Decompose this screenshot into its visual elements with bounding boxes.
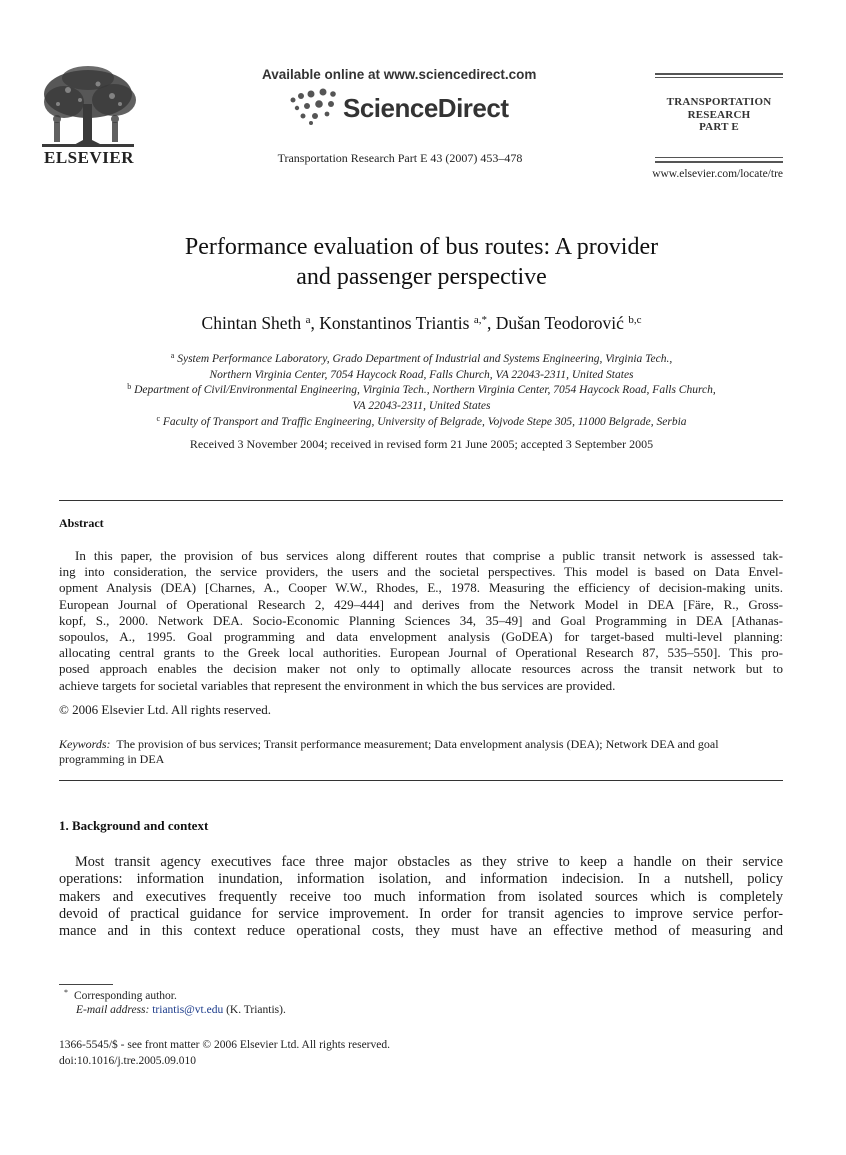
journal-reference: Transportation Research Part E 43 (2007) 453–478 xyxy=(277,151,523,165)
footnote-rule xyxy=(59,984,113,985)
article-title-line: Performance evaluation of bus routes: A provider xyxy=(184,234,659,260)
author-affiliation-mark[interactable]: b,c xyxy=(628,314,642,326)
abstract-line: achieve targets for societal variables that represent the environment in which the bus services are provided. xyxy=(59,677,616,693)
doi-link[interactable]: doi:10.1016/j.tre.2005.09.010 xyxy=(59,1055,197,1067)
abstract-line: ing into consideration, the service providers, the users and the societal perspectives. This model is based on Data Envel- xyxy=(59,564,783,580)
abstract-body xyxy=(59,548,783,694)
affiliation-mark: a xyxy=(170,351,175,360)
journal-title-line: RESEARCH xyxy=(687,108,751,121)
keywords-text: The provision of bus services; Transit performance measurement; Data envelopment analysis (DEA); Network DEA and goal programming in DEA xyxy=(59,737,719,766)
author-name: Chintan Sheth xyxy=(201,313,302,333)
affiliation-text: Northern Virginia Center, 7054 Haycock Road, Falls Church, VA 22043-2311, United States xyxy=(209,368,634,381)
abstract-top-rule xyxy=(59,500,783,501)
issn-line: 1366-5545/$ - see front matter © 2006 Elsevier Ltd. All rights reserved. xyxy=(59,1039,390,1051)
author-affiliation-mark[interactable]: a xyxy=(305,314,311,326)
abstract-line: sopoulos, A., 1995. Goal programming and data envelopment analysis (GoDEA) for target-based multi-level planning: xyxy=(59,629,783,645)
email-label: E-mail address: xyxy=(76,1004,150,1016)
received-dates: Received 3 November 2004; received in revised form 21 June 2005; accepted 3 September 2005 xyxy=(189,437,654,451)
sciencedirect-logo-text[interactable]: ScienceDirect xyxy=(343,93,509,123)
abstract-heading: Abstract xyxy=(59,516,104,530)
abstract-line: posed approach enables the decision maker not only to optimally allocate resources across the transit network but to xyxy=(59,661,783,677)
affiliation-text: VA 22043-2311, United States xyxy=(352,399,491,412)
footnote-corresponding xyxy=(64,988,177,1002)
section-heading: 1. Background and context xyxy=(59,818,209,833)
author-affiliation-mark[interactable]: a,* xyxy=(473,314,487,326)
affiliation-text: Faculty of Transport and Traffic Engineering, University of Belgrade, Vojvode Stepe 305, 11000 Belgrade, Serbia xyxy=(162,416,687,428)
journal-title-block xyxy=(655,96,783,134)
journal-title-line: TRANSPORTATION xyxy=(666,96,772,108)
abstract-line: allocating central grants to the Greek local authorities. European Journal of Operational Research 87, 535–550]. This pro- xyxy=(59,645,783,661)
affiliation-a xyxy=(60,348,783,383)
abstract-line: opment Analysis (DEA) [Charnes, A., Cooper W.W., Rhodes, E., 1978. Measuring the efficiency of decision-making units. xyxy=(59,580,783,596)
journal-title-rule xyxy=(655,77,783,78)
publisher-name: ELSEVIER xyxy=(44,148,134,167)
affiliation-mark: c xyxy=(156,414,161,423)
journal-title-rule xyxy=(655,161,783,163)
abstract-line: kopf, S., 2000. Network DEA. Socio-Economic Planning Sciences 34, 35–49] and Goal Programming in DEA [Athanas- xyxy=(59,612,783,628)
email-link[interactable]: triantis@vt.edu xyxy=(152,1004,224,1016)
body-line: makers and executives frequently receive too much information from isolated sources which is completely xyxy=(59,888,783,905)
keywords-label: Keywords: xyxy=(59,737,111,751)
affiliation-mark: b xyxy=(127,382,132,391)
body-line: Most transit agency executives face three major obstacles as they strive to keep a handle on their service xyxy=(75,854,783,870)
affiliation-text: Department of Civil/Environmental Engineering, Virginia Tech., Northern Virginia Center, 7054 Haycock Road, Falls Church, xyxy=(134,384,716,396)
keywords xyxy=(59,737,783,767)
body-line: devoid of practical guidance for service improvement. In order for transit agencies to improve service perfor- xyxy=(59,905,783,922)
abstract-line: In this paper, the provision of bus services along different routes that comprise a public transit network is assessed tak- xyxy=(75,548,783,563)
journal-url-link[interactable]: www.elsevier.com/locate/tre xyxy=(652,168,783,180)
abstract-line: European Journal of Operational Research 2, 429–444] and derives from the Network Model in DEA [Färe, R., Gross- xyxy=(59,596,783,612)
article-title xyxy=(60,232,783,292)
section-body xyxy=(59,854,783,940)
journal-title-rule xyxy=(655,157,783,158)
affiliation-b xyxy=(60,379,783,414)
affiliation-text: System Performance Laboratory, Grado Department of Industrial and Systems Engineering, Virginia Tech., xyxy=(177,353,673,365)
author-name: Konstantinos Triantis xyxy=(319,313,470,333)
available-online-text[interactable]: Available online at www.sciencedirect.com xyxy=(262,67,537,82)
author-name: Dušan Teodorović xyxy=(495,313,624,333)
journal-title-line: PART E xyxy=(699,121,739,133)
abstract-copyright: © 2006 Elsevier Ltd. All rights reserved. xyxy=(59,702,272,717)
footnote-mark: * xyxy=(64,988,68,997)
journal-title-rule xyxy=(655,73,783,75)
body-line: operations: information inundation, information isolation, and information indecision. In a nutshell, policy xyxy=(59,871,783,888)
article-title-line: and passenger perspective xyxy=(296,264,547,290)
abstract-bottom-rule xyxy=(59,780,783,781)
footnote-text: Corresponding author. xyxy=(74,990,177,1002)
affiliation-c xyxy=(60,411,783,431)
body-line: mance and in this context reduce operational costs, they must have an effective method of measuring and xyxy=(59,923,783,940)
email-owner: (K. Triantis). xyxy=(226,1004,286,1016)
footnote-email xyxy=(76,1004,286,1016)
author-list: Chintan Sheth $^a$, Konstantinos Triantis $^{a,*}$, Dušan Teodorović $^{b,c}$ xyxy=(201,313,642,333)
sciencedirect-dots-icon xyxy=(287,86,347,126)
